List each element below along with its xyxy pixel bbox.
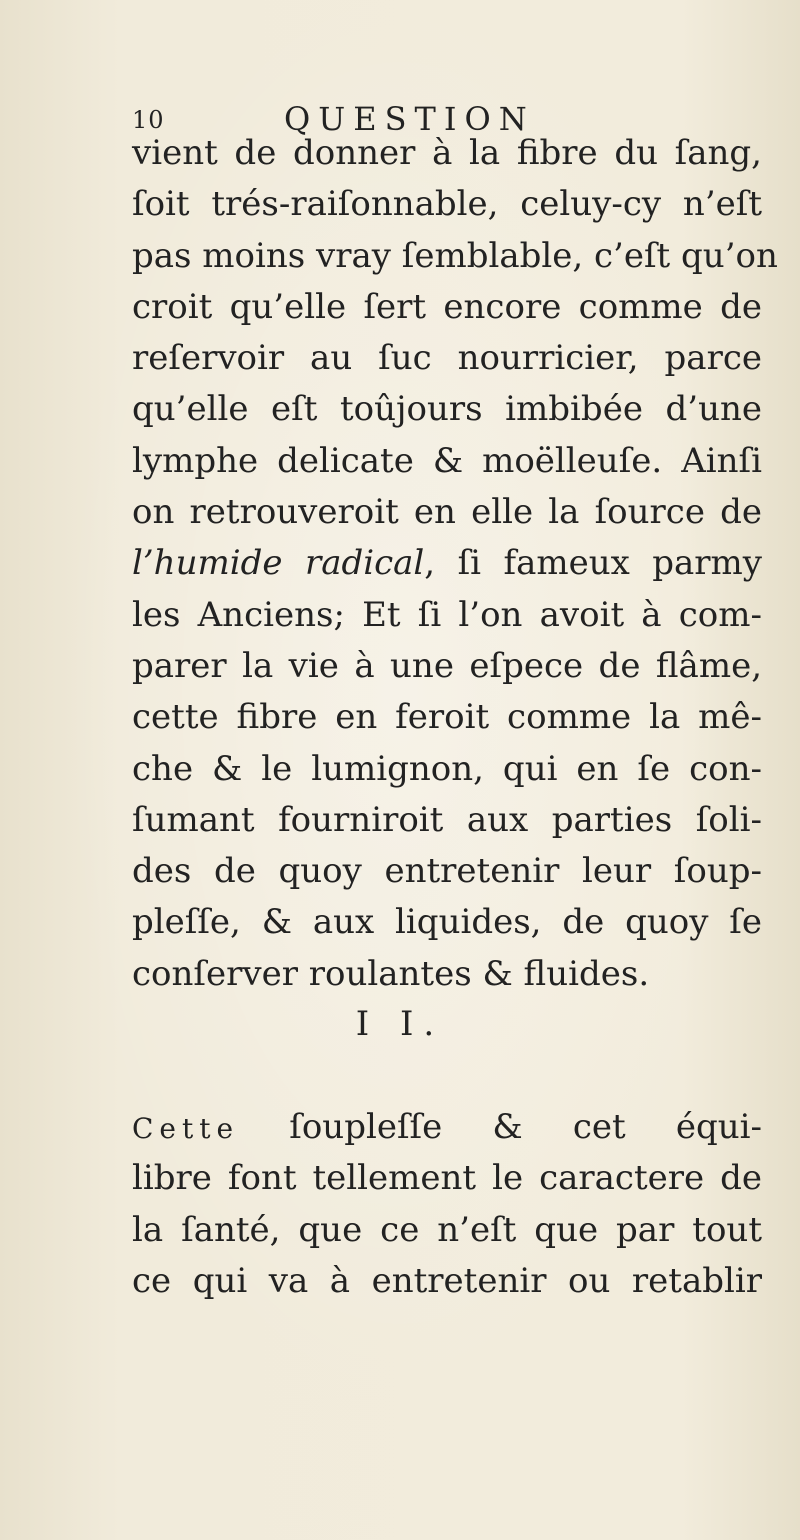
text-line: les Anciens; Et ſi l’on avoit à com- <box>132 594 762 635</box>
text-line: conſerver roulantes & fluides. <box>132 953 650 994</box>
text-line: la ſanté, que ce n’eſt que par tout <box>132 1209 762 1250</box>
text-run: ſoupleſſe & cet équi- <box>289 1107 762 1147</box>
text-line: pleſſe, & aux liquides, de quoy ſe <box>132 902 762 943</box>
text-line: ſumant fourniroit aux parties ſoli- <box>132 799 762 840</box>
paragraph-2 <box>132 1102 762 1307</box>
text-line: des de quoy entretenir leur ſoup- <box>132 851 762 892</box>
text-line: ſoit trés-raiſonnable, celuy-cy n’eſt <box>132 184 762 225</box>
text-line: parer la vie à une eſpece de flâme, <box>132 645 762 686</box>
page-number: 10 <box>132 106 165 134</box>
text-line <box>132 538 762 589</box>
text-line: vient de donner à la fibre du ſang, <box>132 133 762 173</box>
text-run: , ſi fameux parmy <box>424 543 762 584</box>
text-line: qu’elle eſt toûjours imbibée d’une <box>132 389 762 430</box>
text-line: libre font tellement le caractere de <box>132 1158 762 1199</box>
paragraph-1 <box>132 128 778 1000</box>
text-line: cette fibre en feroit comme la mê- <box>132 697 762 738</box>
section-number: I I. <box>355 1004 445 1044</box>
text-line <box>132 1102 762 1153</box>
running-head: QUESTION <box>284 100 535 138</box>
text-line: on retrouveroit en elle la ſource de <box>132 492 762 533</box>
text-line: lymphe delicate & moëlleuſe. Ainſi <box>132 440 762 481</box>
lead-word: Cette <box>132 1112 240 1145</box>
text-line: ce qui va à entretenir ou retablir <box>132 1260 762 1301</box>
text-line: reſervoir au ſuc nourricier, parce <box>132 338 762 379</box>
text-line: pas moins vray ſemblable, c’eſt qu’on <box>132 235 778 276</box>
text-line: che & le lumignon, qui en ſe con- <box>132 748 762 789</box>
text-line: croit qu’elle ſert encore comme de <box>132 286 762 327</box>
italic-phrase: l’humide radical <box>132 543 425 584</box>
